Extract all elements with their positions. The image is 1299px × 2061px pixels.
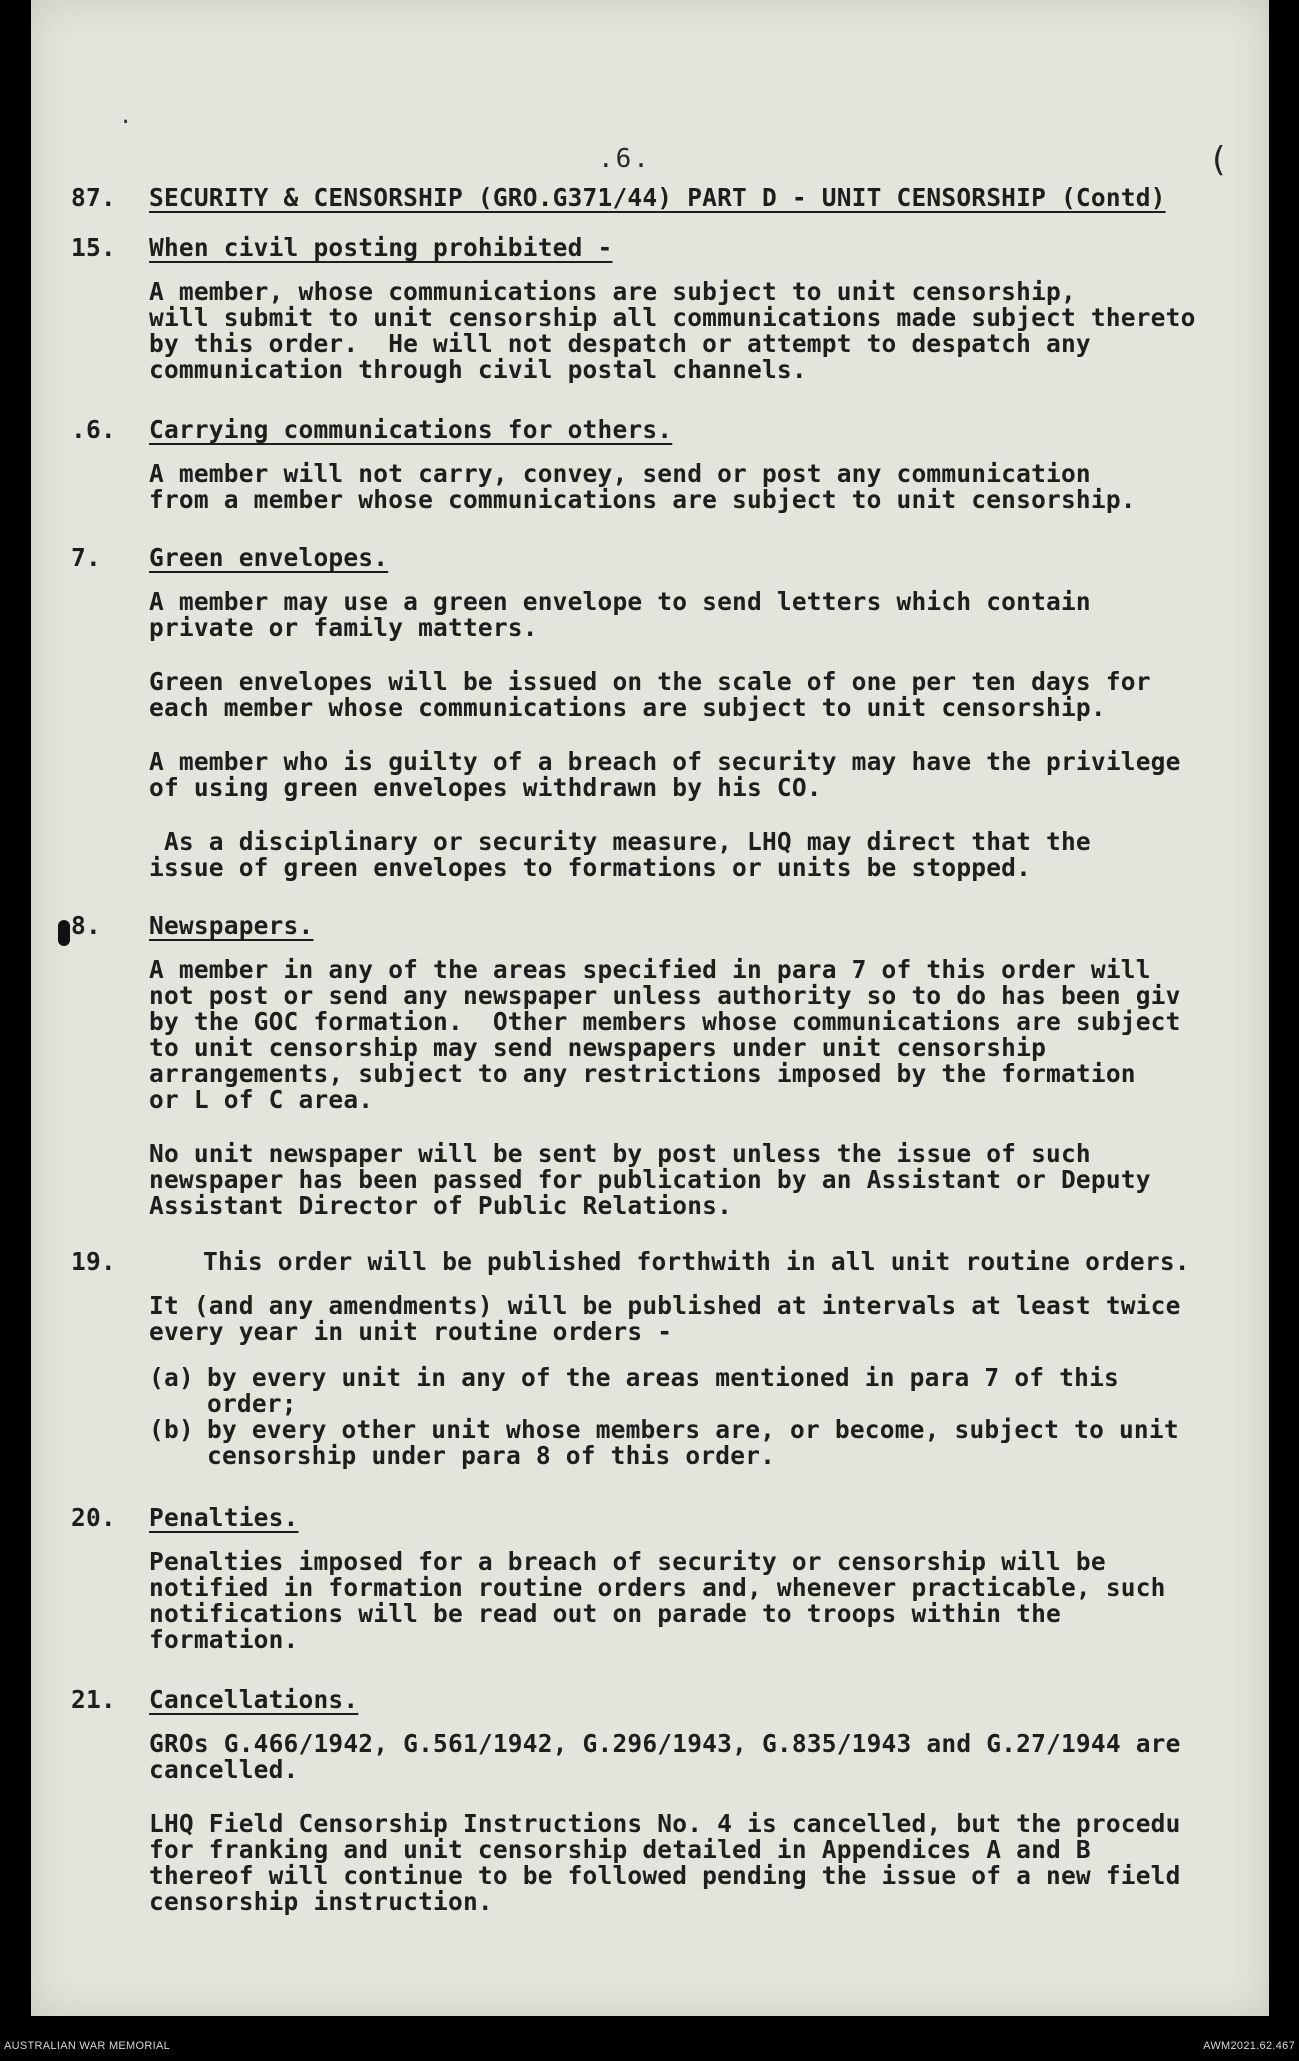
section-18 [71, 913, 1251, 1219]
section-paragraph: Penalties imposed for a breach of security or censorship will be notified in formation routine orders and, whenever practicable, such notifications will be read out on parade to troops within the formation. [149, 1547, 1166, 1654]
section-19 [71, 1249, 1251, 1469]
section-paragraph: A member in any of the areas specified in para 7 of this order will not post or send any newspaper unless authority so to do has been giv by the GOC formation. Other members whose communications are subject to unit censorship may send newspapers under unit censorship arrangements, subject to any restrictions imposed by the formation or L of C area. [149, 955, 1181, 1114]
document-body [71, 185, 1251, 1915]
section-paragraph: No unit newspaper will be sent by post unless the issue of such newspaper has been passed for publication by an Assistant or Deputy Assistant Director of Public Relations. [149, 1139, 1151, 1220]
section-17 [71, 545, 1251, 881]
section-number: 7. [71, 543, 101, 572]
list-label: (a) [149, 1363, 194, 1392]
section-16 [71, 417, 1251, 513]
section-paragraph: It (and any amendments) will be published at intervals at least twice every year in unit routine orders - [149, 1291, 1181, 1346]
section-paragraph: LHQ Field Censorship Instructions No. 4 is cancelled, but the procedu for franking and unit censorship detailed in Appendices A and B thereof will continue to be followed pending the issue of a new field censorship instruction. [149, 1809, 1181, 1916]
section-number: .6. [71, 415, 116, 444]
punch-hole [58, 920, 70, 946]
section-heading: Green envelopes. [149, 543, 389, 572]
section-heading: Newspapers. [149, 911, 314, 940]
footer-accession-number: AWM2021.62.467 [1203, 2040, 1295, 2052]
margin-bracket: ( [1208, 140, 1229, 180]
paragraph-number: 87. [71, 183, 116, 212]
section-paragraph: A member will not carry, convey, send or post any communication from a member whose communications are subject to unit censorship. [149, 459, 1136, 514]
section-paragraph: GROs G.466/1942, G.561/1942, G.296/1943, G.835/1943 and G.27/1944 are cancelled. [149, 1729, 1181, 1784]
section-number: 8. [71, 911, 101, 940]
section-paragraph: Green envelopes will be issued on the scale of one per ten days for each member whose communications are subject to unit censorship. [149, 667, 1151, 722]
page-number: .6. [598, 144, 651, 174]
section-number: 21. [71, 1685, 116, 1714]
section-paragraph: A member who is guilty of a breach of security may have the privilege of using green envelopes withdrawn by his CO. [149, 747, 1181, 802]
stray-mark: · [119, 110, 133, 135]
section-inline-text: This order will be published forthwith in all unit routine orders. [203, 1247, 1190, 1276]
section-heading: Carrying communications for others. [149, 415, 673, 444]
list-item [149, 1365, 1251, 1417]
document-title: SECURITY & CENSORSHIP (GRO.G371/44) PART D - UNIT CENSORSHIP (Contd) [149, 183, 1166, 212]
section-15 [71, 235, 1251, 383]
section-heading: When civil posting prohibited - [149, 233, 613, 262]
list-label: (b) [149, 1415, 194, 1444]
section-number: 15. [71, 233, 116, 262]
section-paragraph: As a disciplinary or security measure, LHQ may direct that the issue of green envelopes to formations or units be stopped. [149, 827, 1091, 882]
list-item [149, 1417, 1251, 1469]
section-heading: Cancellations. [149, 1685, 359, 1714]
footer-institution: AUSTRALIAN WAR MEMORIAL [4, 2040, 171, 2052]
section-paragraph: A member, whose communications are subject to unit censorship, will submit to unit censorship all communications made subject thereto by this order. He will not despatch or attempt to despatch any communication through civil postal channels. [149, 277, 1196, 384]
section-20 [71, 1505, 1251, 1653]
section-21 [71, 1687, 1251, 1915]
section-heading: Penalties. [149, 1503, 299, 1532]
section-paragraph: A member may use a green envelope to send letters which contain private or family matters. [149, 587, 1091, 642]
list-text: by every unit in any of the areas mentioned in para 7 of this order; [207, 1363, 1119, 1418]
section-number: 20. [71, 1503, 116, 1532]
document-page [31, 0, 1269, 2016]
list-text: by every other unit whose members are, or become, subject to unit censorship under para 8 of this order. [207, 1415, 1179, 1470]
section-number: 19. [71, 1247, 116, 1276]
section-header [71, 185, 1251, 211]
